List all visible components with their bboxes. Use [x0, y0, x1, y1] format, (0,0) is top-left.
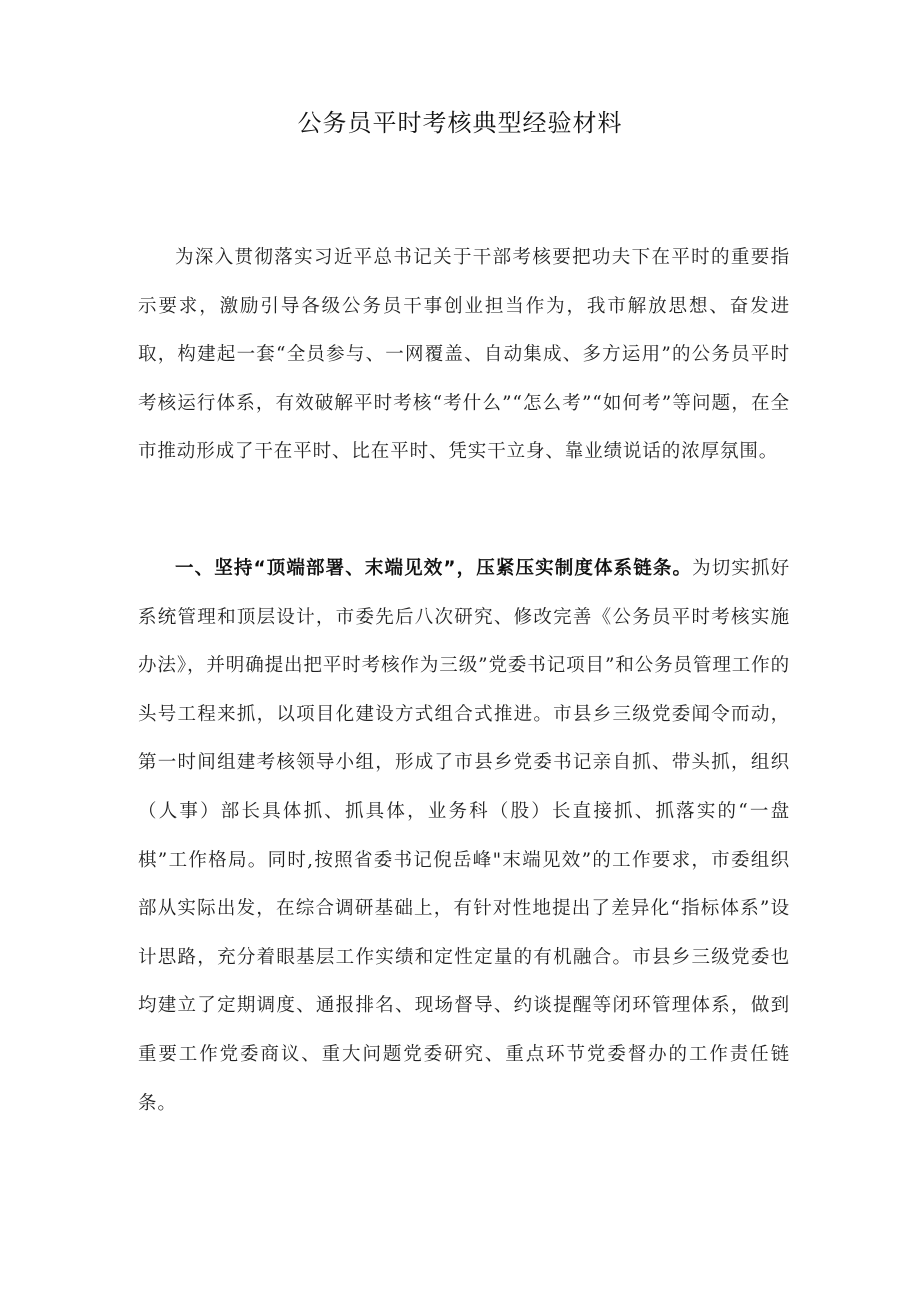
- paragraph-intro-text: 为深入贯彻落实习近平总书记关于干部考核要把功夫下在平时的重要指示要求，激励引导各级公务员干事创业担当作为，我市解放思想、奋发进取，构建起一套“全员参与、一网覆盖、自动集成、多方运用”的公务员平时考核运行体系，有效破解平时考核“考什么”“怎么考”“如何考”等问题，在全市推动形成了干在平时、比在平时、凭实干立身、靠业绩说话的浓厚氛围。: [138, 247, 790, 463]
- paragraph-section-one: [138, 545, 790, 1128]
- paragraph-intro: [138, 234, 790, 477]
- section-one-text: 为切实抓好系统管理和顶层设计，市委先后八次研究、修改完善《公务员平时考核实施办法》，并明确提出把平时考核作为三级”党委书记项目”和公务员管理工作的头号工程来抓，以项目化建设方式组合式推进。市县乡三级党委闻令而动，第一时间组建考核领导小组，形成了市县乡党委书记亲自抓、带头抓，组织（人事）部长具体抓、抓具体，业务科（股）长直接抓、抓落实的“一盘棋”工作格局。同时,按照省委书记倪岳峰"末端见效”的工作要求，市委组织部从实际出发，在综合调研基础上，有针对性地提出了差异化“指标体系”设计思路，充分着眼基层工作实绩和定性定量的有机融合。市县乡三级党委也均建立了定期调度、通报排名、现场督导、约谈提醒等闭环管理体系，做到重要工作党委商议、重大问题党委研究、重点环节党委督办的工作责任链条。: [138, 558, 790, 1114]
- section-one-heading: 一、坚持“顶端部署、末端见效”，压紧压实制度体系链条。: [175, 558, 693, 579]
- document-title: 公务员平时考核典型经验材料: [297, 109, 623, 137]
